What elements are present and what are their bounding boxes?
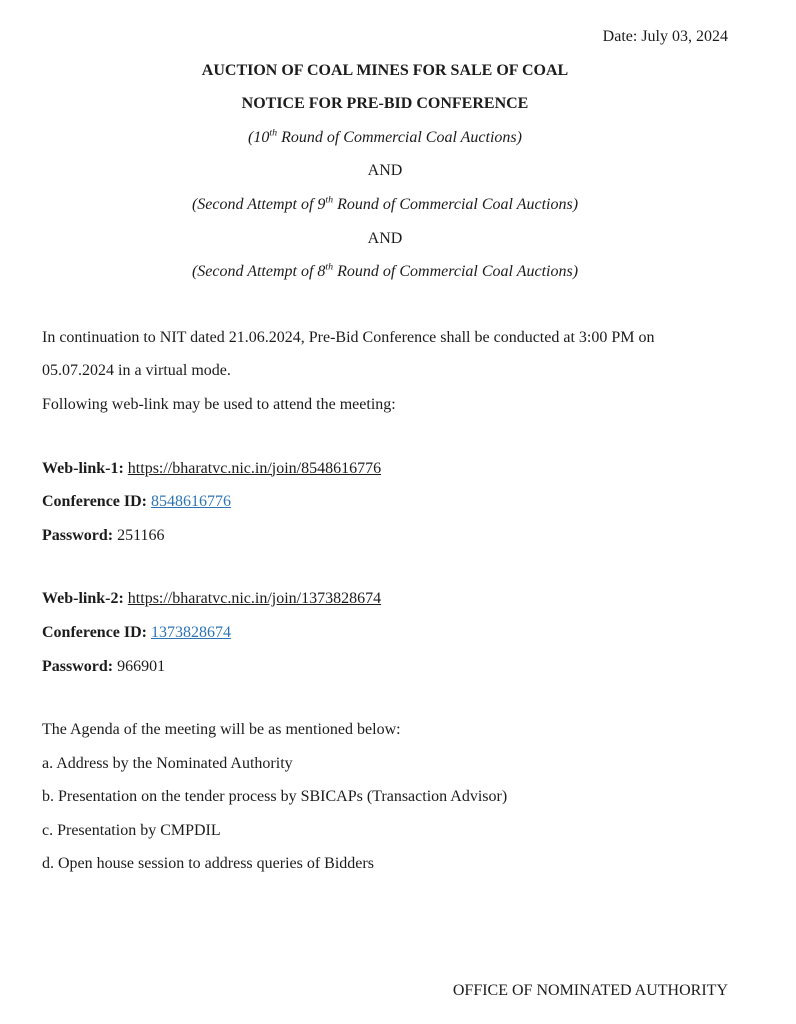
intro-section [42, 321, 728, 422]
ordinal-superscript: th [325, 261, 334, 273]
title-line-1: AUCTION OF COAL MINES FOR SALE OF COAL [201, 61, 569, 79]
weblink-label: Web-link-1: [42, 459, 124, 477]
ordinal-superscript: th [325, 194, 334, 206]
round-subtitle-9th: (Second Attempt of 9th Round of Commercial Coal Auctions) [191, 194, 579, 213]
conference-id-label: Conference ID: [42, 623, 148, 641]
conference-id-row [42, 485, 728, 519]
weblink-label: Web-link-2: [42, 590, 124, 608]
agenda-item: d. Open house session to address queries of Bidders [42, 855, 374, 873]
round-subtitle-8th: (Second Attempt of 8th Round of Commercial Coal Auctions) [191, 261, 579, 281]
agenda-section [42, 713, 728, 881]
agenda-heading: The Agenda of the meeting will be as mentioned below: [42, 721, 401, 739]
ordinal-superscript: th [269, 127, 278, 139]
title-line-2: NOTICE FOR PRE-BID CONFERENCE [241, 95, 529, 113]
weblink-url-link[interactable]: https://bharatvc.nic.in/join/8548616776 [127, 459, 382, 477]
conference-id-row [42, 616, 728, 650]
conference-id-link[interactable]: 8548616776 [151, 493, 232, 511]
intro-paragraph: In continuation to NIT dated 21.06.2024, Pre-Bid Conference shall be conducted at 3:00 PM on 05.07.2024 in a virtual mode. [42, 328, 655, 380]
and-separator-2: AND [367, 229, 403, 247]
document-header [42, 54, 728, 289]
conference-id-link[interactable]: 1373828674 [151, 623, 232, 641]
password-row [42, 650, 728, 684]
agenda-item: b. Presentation on the tender process by SBICAPs (Transaction Advisor) [42, 788, 508, 806]
password-label: Password: [42, 526, 114, 544]
round-subtitle-10th: (10th Round of Commercial Coal Auctions) [248, 127, 522, 146]
following-paragraph: Following web-link may be used to attend the meeting: [42, 395, 396, 413]
weblink-url-link[interactable]: https://bharatvc.nic.in/join/1373828674 [127, 590, 382, 608]
agenda-item: c. Presentation by CMPDIL [42, 821, 221, 839]
weblink-section-1 [42, 452, 728, 553]
weblink-row [42, 582, 728, 616]
password-value: 966901 [117, 657, 166, 675]
footer-office-label: OFFICE OF NOMINATED AUTHORITY [452, 981, 728, 999]
weblink-row [42, 452, 728, 486]
password-row [42, 519, 728, 553]
and-separator-1: AND [367, 162, 403, 180]
password-label: Password: [42, 657, 114, 675]
document-date: Date: July 03, 2024 [602, 28, 728, 45]
weblink-section-2 [42, 582, 728, 683]
conference-id-label: Conference ID: [42, 493, 148, 511]
agenda-item: a. Address by the Nominated Authority [42, 754, 293, 772]
password-value: 251166 [117, 526, 165, 544]
